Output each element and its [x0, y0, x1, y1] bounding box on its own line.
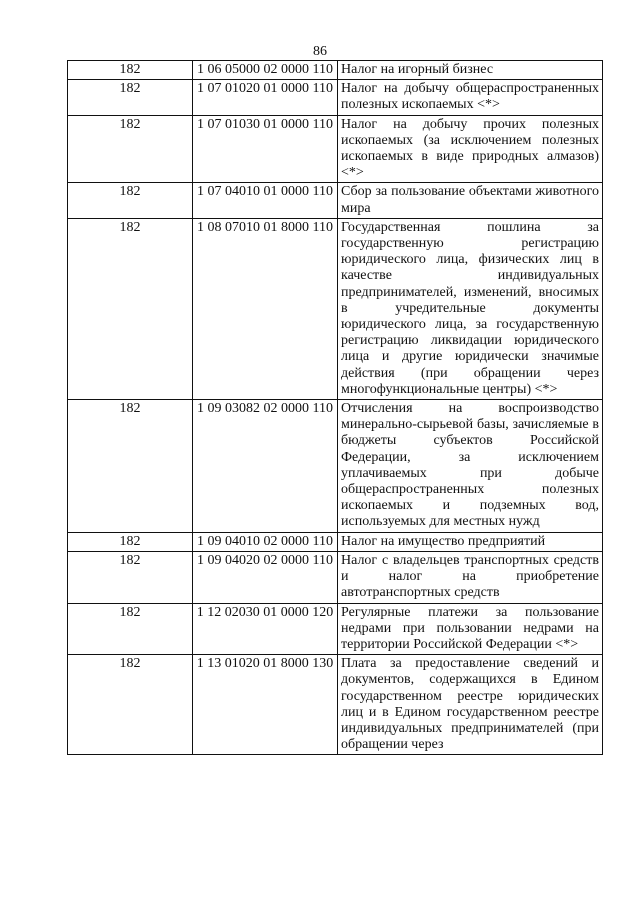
table-row: [68, 115, 603, 183]
budget-code-cell: 1 09 04010 02 0000 110: [193, 532, 338, 551]
budget-code-cell: 1 07 01030 01 0000 110: [193, 115, 338, 183]
budget-code-cell: 1 09 03082 02 0000 110: [193, 400, 338, 533]
admin-code-cell: 182: [68, 532, 193, 551]
budget-code-cell: 1 09 04020 02 0000 110: [193, 551, 338, 603]
budget-code-cell: 1 08 07010 01 8000 110: [193, 218, 338, 399]
admin-code-cell: 182: [68, 61, 193, 80]
income-name-cell: Плата за предоставление сведений и документов, содержащихся в Едином государственном реестре юридических лиц и в Едином государственном реестре индивидуальных предпринимателей (при обращении через: [338, 655, 603, 755]
income-name-cell: Налог на добычу прочих полезных ископаемых (за исключением полезных ископаемых в виде природных алмазов)<*>: [338, 115, 603, 183]
admin-code-cell: 182: [68, 115, 193, 183]
table-row: [68, 61, 603, 80]
income-name-cell: Регулярные платежи за пользование недрами при пользовании недрами на территории Российской Федерации <*>: [338, 603, 603, 655]
table-row: [68, 551, 603, 603]
table-row: [68, 655, 603, 755]
income-codes-table: [67, 60, 603, 755]
admin-code-cell: 182: [68, 80, 193, 115]
admin-code-cell: 182: [68, 603, 193, 655]
income-name-cell: Налог с владельцев транспортных средств и налог на приобретение автотранспортных средств: [338, 551, 603, 603]
table-row: [68, 218, 603, 399]
admin-code-cell: 182: [68, 551, 193, 603]
budget-code-cell: 1 07 04010 01 0000 110: [193, 183, 338, 218]
table-row: [68, 400, 603, 533]
income-name-cell: Отчисления на воспроизводство минерально-сырьевой базы, зачисляемые в бюджеты субъектов Российской Федерации, за исключением уплачиваемых при добыче общераспространенных полезных ископаемых и подземных вод, используемых для местных нужд: [338, 400, 603, 533]
table-row: [68, 183, 603, 218]
table-row: [68, 80, 603, 115]
income-name-cell: Налог на добычу общераспространенных полезных ископаемых <*>: [338, 80, 603, 115]
page-number: 86: [313, 44, 327, 59]
budget-code-cell: 1 13 01020 01 8000 130: [193, 655, 338, 755]
admin-code-cell: 182: [68, 400, 193, 533]
budget-code-cell: 1 06 05000 02 0000 110: [193, 61, 338, 80]
admin-code-cell: 182: [68, 183, 193, 218]
income-name-cell: Налог на игорный бизнес: [338, 61, 603, 80]
admin-code-cell: 182: [68, 655, 193, 755]
admin-code-cell: 182: [68, 218, 193, 399]
income-name-cell: Государственная пошлина за государственную регистрацию юридического лица, физических лиц в качестве индивидуальных предпринимателей, изменений, вносимых в учредительные документы юридического лица, за государственную регистрацию ликвидации юридического лица и другие юридически значимые действия (при обращении через многофункциональные центры) <*>: [338, 218, 603, 399]
table-row: [68, 532, 603, 551]
income-name-cell: Сбор за пользование объектами животного мира: [338, 183, 603, 218]
budget-code-cell: 1 07 01020 01 0000 110: [193, 80, 338, 115]
budget-code-cell: 1 12 02030 01 0000 120: [193, 603, 338, 655]
income-name-cell: Налог на имущество предприятий: [338, 532, 603, 551]
table-row: [68, 603, 603, 655]
